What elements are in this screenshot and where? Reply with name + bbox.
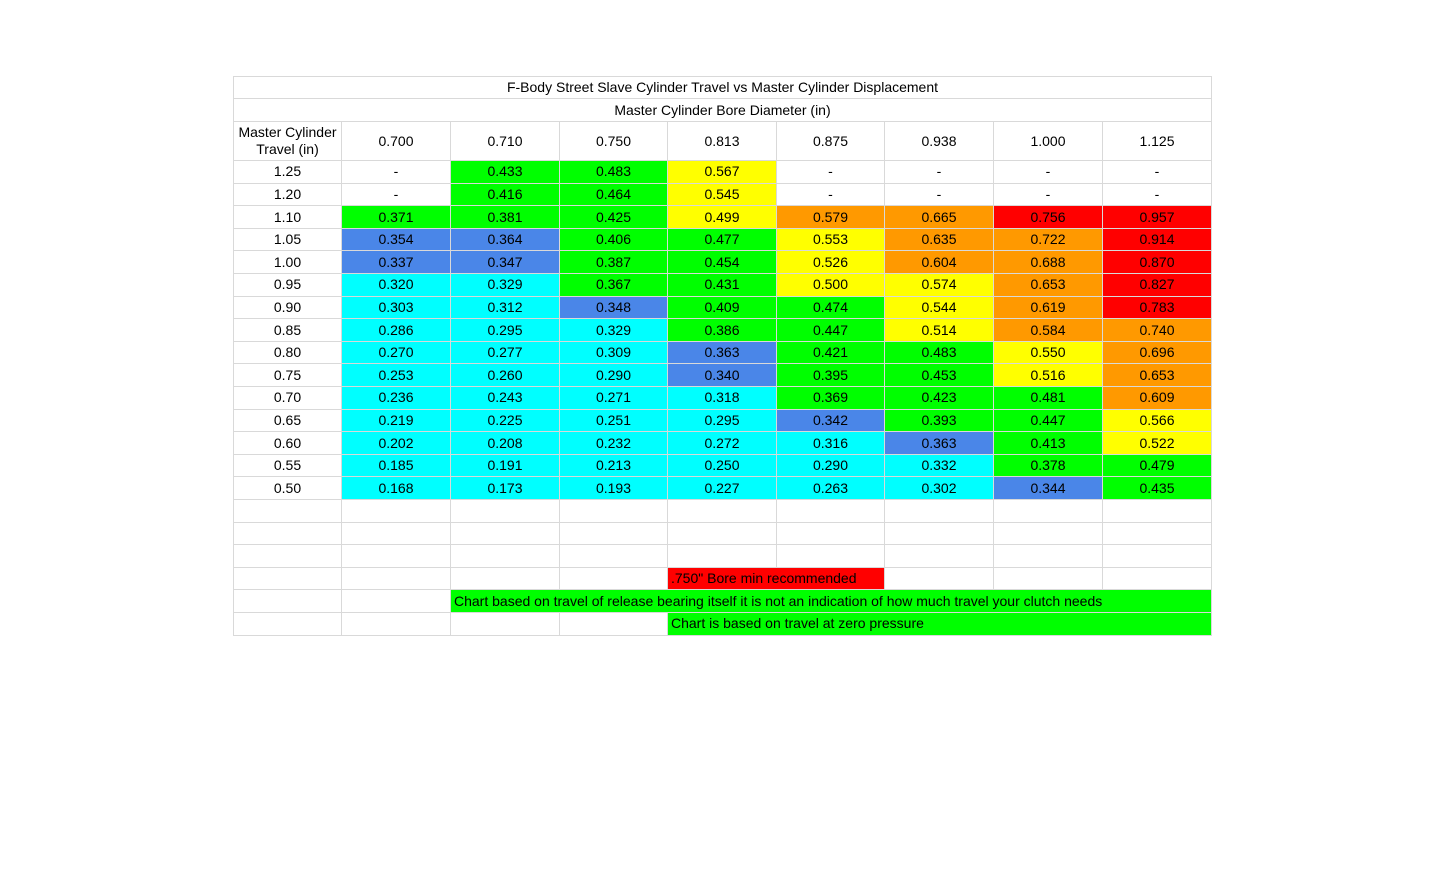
displacement-cell: 0.413 <box>994 432 1103 455</box>
empty-cell <box>560 613 668 636</box>
displacement-cell: 0.253 <box>342 364 451 387</box>
displacement-cell: 0.483 <box>885 342 994 365</box>
displacement-cell: 0.609 <box>1103 387 1212 410</box>
empty-cell <box>233 613 342 636</box>
travel-label-cell: 1.20 <box>233 184 342 207</box>
travel-label-cell: 1.00 <box>233 251 342 274</box>
empty-cell <box>885 568 994 591</box>
travel-label-cell: 1.25 <box>233 161 342 184</box>
displacement-cell: 0.584 <box>994 319 1103 342</box>
displacement-cell: - <box>1103 161 1212 184</box>
empty-cell <box>342 523 451 546</box>
displacement-cell: - <box>777 184 885 207</box>
empty-cell <box>668 523 777 546</box>
displacement-cell: 0.316 <box>777 432 885 455</box>
empty-cell <box>668 500 777 523</box>
displacement-cell: 0.435 <box>1103 477 1212 500</box>
travel-label-cell: 0.90 <box>233 297 342 320</box>
displacement-cell: 0.251 <box>560 410 668 433</box>
displacement-cell: 0.369 <box>777 387 885 410</box>
displacement-cell: - <box>342 161 451 184</box>
empty-cell <box>233 500 342 523</box>
empty-cell <box>777 545 885 568</box>
empty-cell <box>994 500 1103 523</box>
displacement-cell: 0.344 <box>994 477 1103 500</box>
bore-header-cell: 0.750 <box>560 122 668 161</box>
displacement-cell: 0.783 <box>1103 297 1212 320</box>
displacement-cell: 0.406 <box>560 229 668 252</box>
displacement-cell: 0.619 <box>994 297 1103 320</box>
displacement-cell: 0.409 <box>668 297 777 320</box>
displacement-cell: - <box>994 161 1103 184</box>
empty-cell <box>777 523 885 546</box>
displacement-cell: 0.364 <box>451 229 560 252</box>
empty-cell <box>777 500 885 523</box>
displacement-cell: 0.243 <box>451 387 560 410</box>
displacement-cell: - <box>342 184 451 207</box>
bore-header-cell: 0.700 <box>342 122 451 161</box>
bore-header-cell: 1.125 <box>1103 122 1212 161</box>
displacement-cell: 0.696 <box>1103 342 1212 365</box>
displacement-cell: 0.337 <box>342 251 451 274</box>
empty-cell <box>1103 545 1212 568</box>
displacement-cell: 0.499 <box>668 206 777 229</box>
displacement-cell: 0.329 <box>560 319 668 342</box>
travel-label-cell: 1.05 <box>233 229 342 252</box>
empty-cell <box>233 568 342 591</box>
displacement-cell: 0.312 <box>451 297 560 320</box>
displacement-cell: 0.453 <box>885 364 994 387</box>
bore-diameter-header: Master Cylinder Bore Diameter (in) <box>233 99 1212 122</box>
displacement-cell: 0.342 <box>777 410 885 433</box>
displacement-cell: 0.827 <box>1103 274 1212 297</box>
displacement-cell: 0.367 <box>560 274 668 297</box>
displacement-cell: 0.454 <box>668 251 777 274</box>
displacement-cell: 0.302 <box>885 477 994 500</box>
empty-cell <box>233 545 342 568</box>
displacement-cell: 0.566 <box>1103 410 1212 433</box>
travel-label-cell: 0.85 <box>233 319 342 342</box>
empty-cell <box>1103 523 1212 546</box>
bore-min-note: .750" Bore min recommended <box>668 568 885 591</box>
displacement-cell: 0.545 <box>668 184 777 207</box>
displacement-cell: 0.957 <box>1103 206 1212 229</box>
displacement-cell: 0.354 <box>342 229 451 252</box>
displacement-cell: 0.371 <box>342 206 451 229</box>
displacement-cell: 0.236 <box>342 387 451 410</box>
displacement-cell: 0.522 <box>1103 432 1212 455</box>
displacement-cell: 0.481 <box>994 387 1103 410</box>
bore-header-cell: 0.875 <box>777 122 885 161</box>
displacement-cell: 0.347 <box>451 251 560 274</box>
displacement-cell: 0.423 <box>885 387 994 410</box>
displacement-cell: - <box>994 184 1103 207</box>
displacement-cell: 0.526 <box>777 251 885 274</box>
displacement-cell: 0.567 <box>668 161 777 184</box>
empty-cell <box>451 568 560 591</box>
release-bearing-note: Chart based on travel of release bearing itself it is not an indication of how much travel your clutch needs <box>451 590 1212 613</box>
displacement-cell: 0.474 <box>777 297 885 320</box>
travel-label-cell: 0.95 <box>233 274 342 297</box>
displacement-cell: 0.740 <box>1103 319 1212 342</box>
displacement-cell: 0.722 <box>994 229 1103 252</box>
displacement-cell: 0.433 <box>451 161 560 184</box>
displacement-cell: 0.604 <box>885 251 994 274</box>
travel-label-cell: 0.65 <box>233 410 342 433</box>
empty-cell <box>342 568 451 591</box>
bore-header-cell: 0.813 <box>668 122 777 161</box>
empty-cell <box>233 590 342 613</box>
empty-cell <box>342 545 451 568</box>
displacement-cell: 0.553 <box>777 229 885 252</box>
displacement-cell: 0.756 <box>994 206 1103 229</box>
displacement-cell: 0.272 <box>668 432 777 455</box>
travel-label-cell: 0.70 <box>233 387 342 410</box>
displacement-cell: 0.579 <box>777 206 885 229</box>
displacement-cell: 0.290 <box>560 364 668 387</box>
empty-cell <box>1103 500 1212 523</box>
displacement-cell: 0.653 <box>994 274 1103 297</box>
displacement-cell: 0.431 <box>668 274 777 297</box>
displacement-cell: 0.340 <box>668 364 777 387</box>
empty-cell <box>451 523 560 546</box>
empty-cell <box>451 500 560 523</box>
displacement-cell: 0.635 <box>885 229 994 252</box>
displacement-cell: 0.168 <box>342 477 451 500</box>
empty-cell <box>994 523 1103 546</box>
displacement-cell: 0.250 <box>668 455 777 478</box>
displacement-cell: 0.318 <box>668 387 777 410</box>
displacement-cell: 0.263 <box>777 477 885 500</box>
displacement-cell: 0.286 <box>342 319 451 342</box>
empty-cell <box>885 523 994 546</box>
empty-cell <box>560 545 668 568</box>
displacement-cell: 0.295 <box>451 319 560 342</box>
displacement-cell: 0.447 <box>777 319 885 342</box>
travel-label-cell: 1.10 <box>233 206 342 229</box>
displacement-cell: 0.416 <box>451 184 560 207</box>
displacement-cell: 0.213 <box>560 455 668 478</box>
travel-label-cell: 0.80 <box>233 342 342 365</box>
displacement-cell: 0.386 <box>668 319 777 342</box>
displacement-cell: 0.363 <box>668 342 777 365</box>
bore-header-cell: 1.000 <box>994 122 1103 161</box>
empty-cell <box>560 500 668 523</box>
displacement-cell: 0.870 <box>1103 251 1212 274</box>
displacement-cell: 0.464 <box>560 184 668 207</box>
empty-cell <box>885 500 994 523</box>
empty-cell <box>342 500 451 523</box>
empty-cell <box>560 568 668 591</box>
empty-cell <box>668 545 777 568</box>
displacement-cell: 0.348 <box>560 297 668 320</box>
displacement-cell: 0.227 <box>668 477 777 500</box>
displacement-cell: 0.421 <box>777 342 885 365</box>
displacement-cell: 0.225 <box>451 410 560 433</box>
displacement-cell: 0.191 <box>451 455 560 478</box>
displacement-cell: 0.381 <box>451 206 560 229</box>
displacement-cell: 0.202 <box>342 432 451 455</box>
empty-cell <box>451 545 560 568</box>
empty-cell <box>451 613 560 636</box>
displacement-cell: - <box>777 161 885 184</box>
displacement-cell: 0.363 <box>885 432 994 455</box>
empty-cell <box>1103 568 1212 591</box>
displacement-cell: 0.574 <box>885 274 994 297</box>
displacement-cell: 0.270 <box>342 342 451 365</box>
travel-column-header: Master Cylinder Travel (in) <box>233 122 342 161</box>
displacement-cell: 0.688 <box>994 251 1103 274</box>
displacement-cell: 0.550 <box>994 342 1103 365</box>
displacement-cell: - <box>885 184 994 207</box>
empty-cell <box>342 613 451 636</box>
spreadsheet-grid <box>233 76 1212 636</box>
displacement-cell: 0.914 <box>1103 229 1212 252</box>
zero-pressure-note: Chart is based on travel at zero pressure <box>668 613 1212 636</box>
displacement-cell: 0.393 <box>885 410 994 433</box>
displacement-cell: 0.425 <box>560 206 668 229</box>
displacement-cell: 0.232 <box>560 432 668 455</box>
displacement-cell: 0.295 <box>668 410 777 433</box>
displacement-cell: 0.665 <box>885 206 994 229</box>
travel-label-cell: 0.60 <box>233 432 342 455</box>
displacement-cell: 0.479 <box>1103 455 1212 478</box>
displacement-cell: 0.290 <box>777 455 885 478</box>
displacement-cell: 0.544 <box>885 297 994 320</box>
displacement-cell: - <box>885 161 994 184</box>
empty-cell <box>342 590 451 613</box>
displacement-cell: 0.309 <box>560 342 668 365</box>
displacement-cell: 0.395 <box>777 364 885 387</box>
empty-cell <box>885 545 994 568</box>
displacement-cell: 0.271 <box>560 387 668 410</box>
displacement-cell: - <box>1103 184 1212 207</box>
displacement-cell: 0.378 <box>994 455 1103 478</box>
displacement-cell: 0.193 <box>560 477 668 500</box>
displacement-cell: 0.653 <box>1103 364 1212 387</box>
displacement-cell: 0.260 <box>451 364 560 387</box>
displacement-cell: 0.173 <box>451 477 560 500</box>
empty-cell <box>233 523 342 546</box>
displacement-cell: 0.185 <box>342 455 451 478</box>
travel-label-cell: 0.75 <box>233 364 342 387</box>
displacement-cell: 0.219 <box>342 410 451 433</box>
displacement-cell: 0.277 <box>451 342 560 365</box>
displacement-cell: 0.483 <box>560 161 668 184</box>
displacement-cell: 0.516 <box>994 364 1103 387</box>
displacement-cell: 0.387 <box>560 251 668 274</box>
empty-cell <box>560 523 668 546</box>
displacement-cell: 0.500 <box>777 274 885 297</box>
travel-label-cell: 0.50 <box>233 477 342 500</box>
displacement-cell: 0.332 <box>885 455 994 478</box>
empty-cell <box>994 545 1103 568</box>
travel-label-cell: 0.55 <box>233 455 342 478</box>
displacement-cell: 0.447 <box>994 410 1103 433</box>
displacement-cell: 0.303 <box>342 297 451 320</box>
displacement-cell: 0.329 <box>451 274 560 297</box>
displacement-cell: 0.320 <box>342 274 451 297</box>
empty-cell <box>994 568 1103 591</box>
sheet-title: F-Body Street Slave Cylinder Travel vs Master Cylinder Displacement <box>233 76 1212 99</box>
displacement-cell: 0.477 <box>668 229 777 252</box>
displacement-cell: 0.208 <box>451 432 560 455</box>
displacement-cell: 0.514 <box>885 319 994 342</box>
bore-header-cell: 0.710 <box>451 122 560 161</box>
bore-header-cell: 0.938 <box>885 122 994 161</box>
